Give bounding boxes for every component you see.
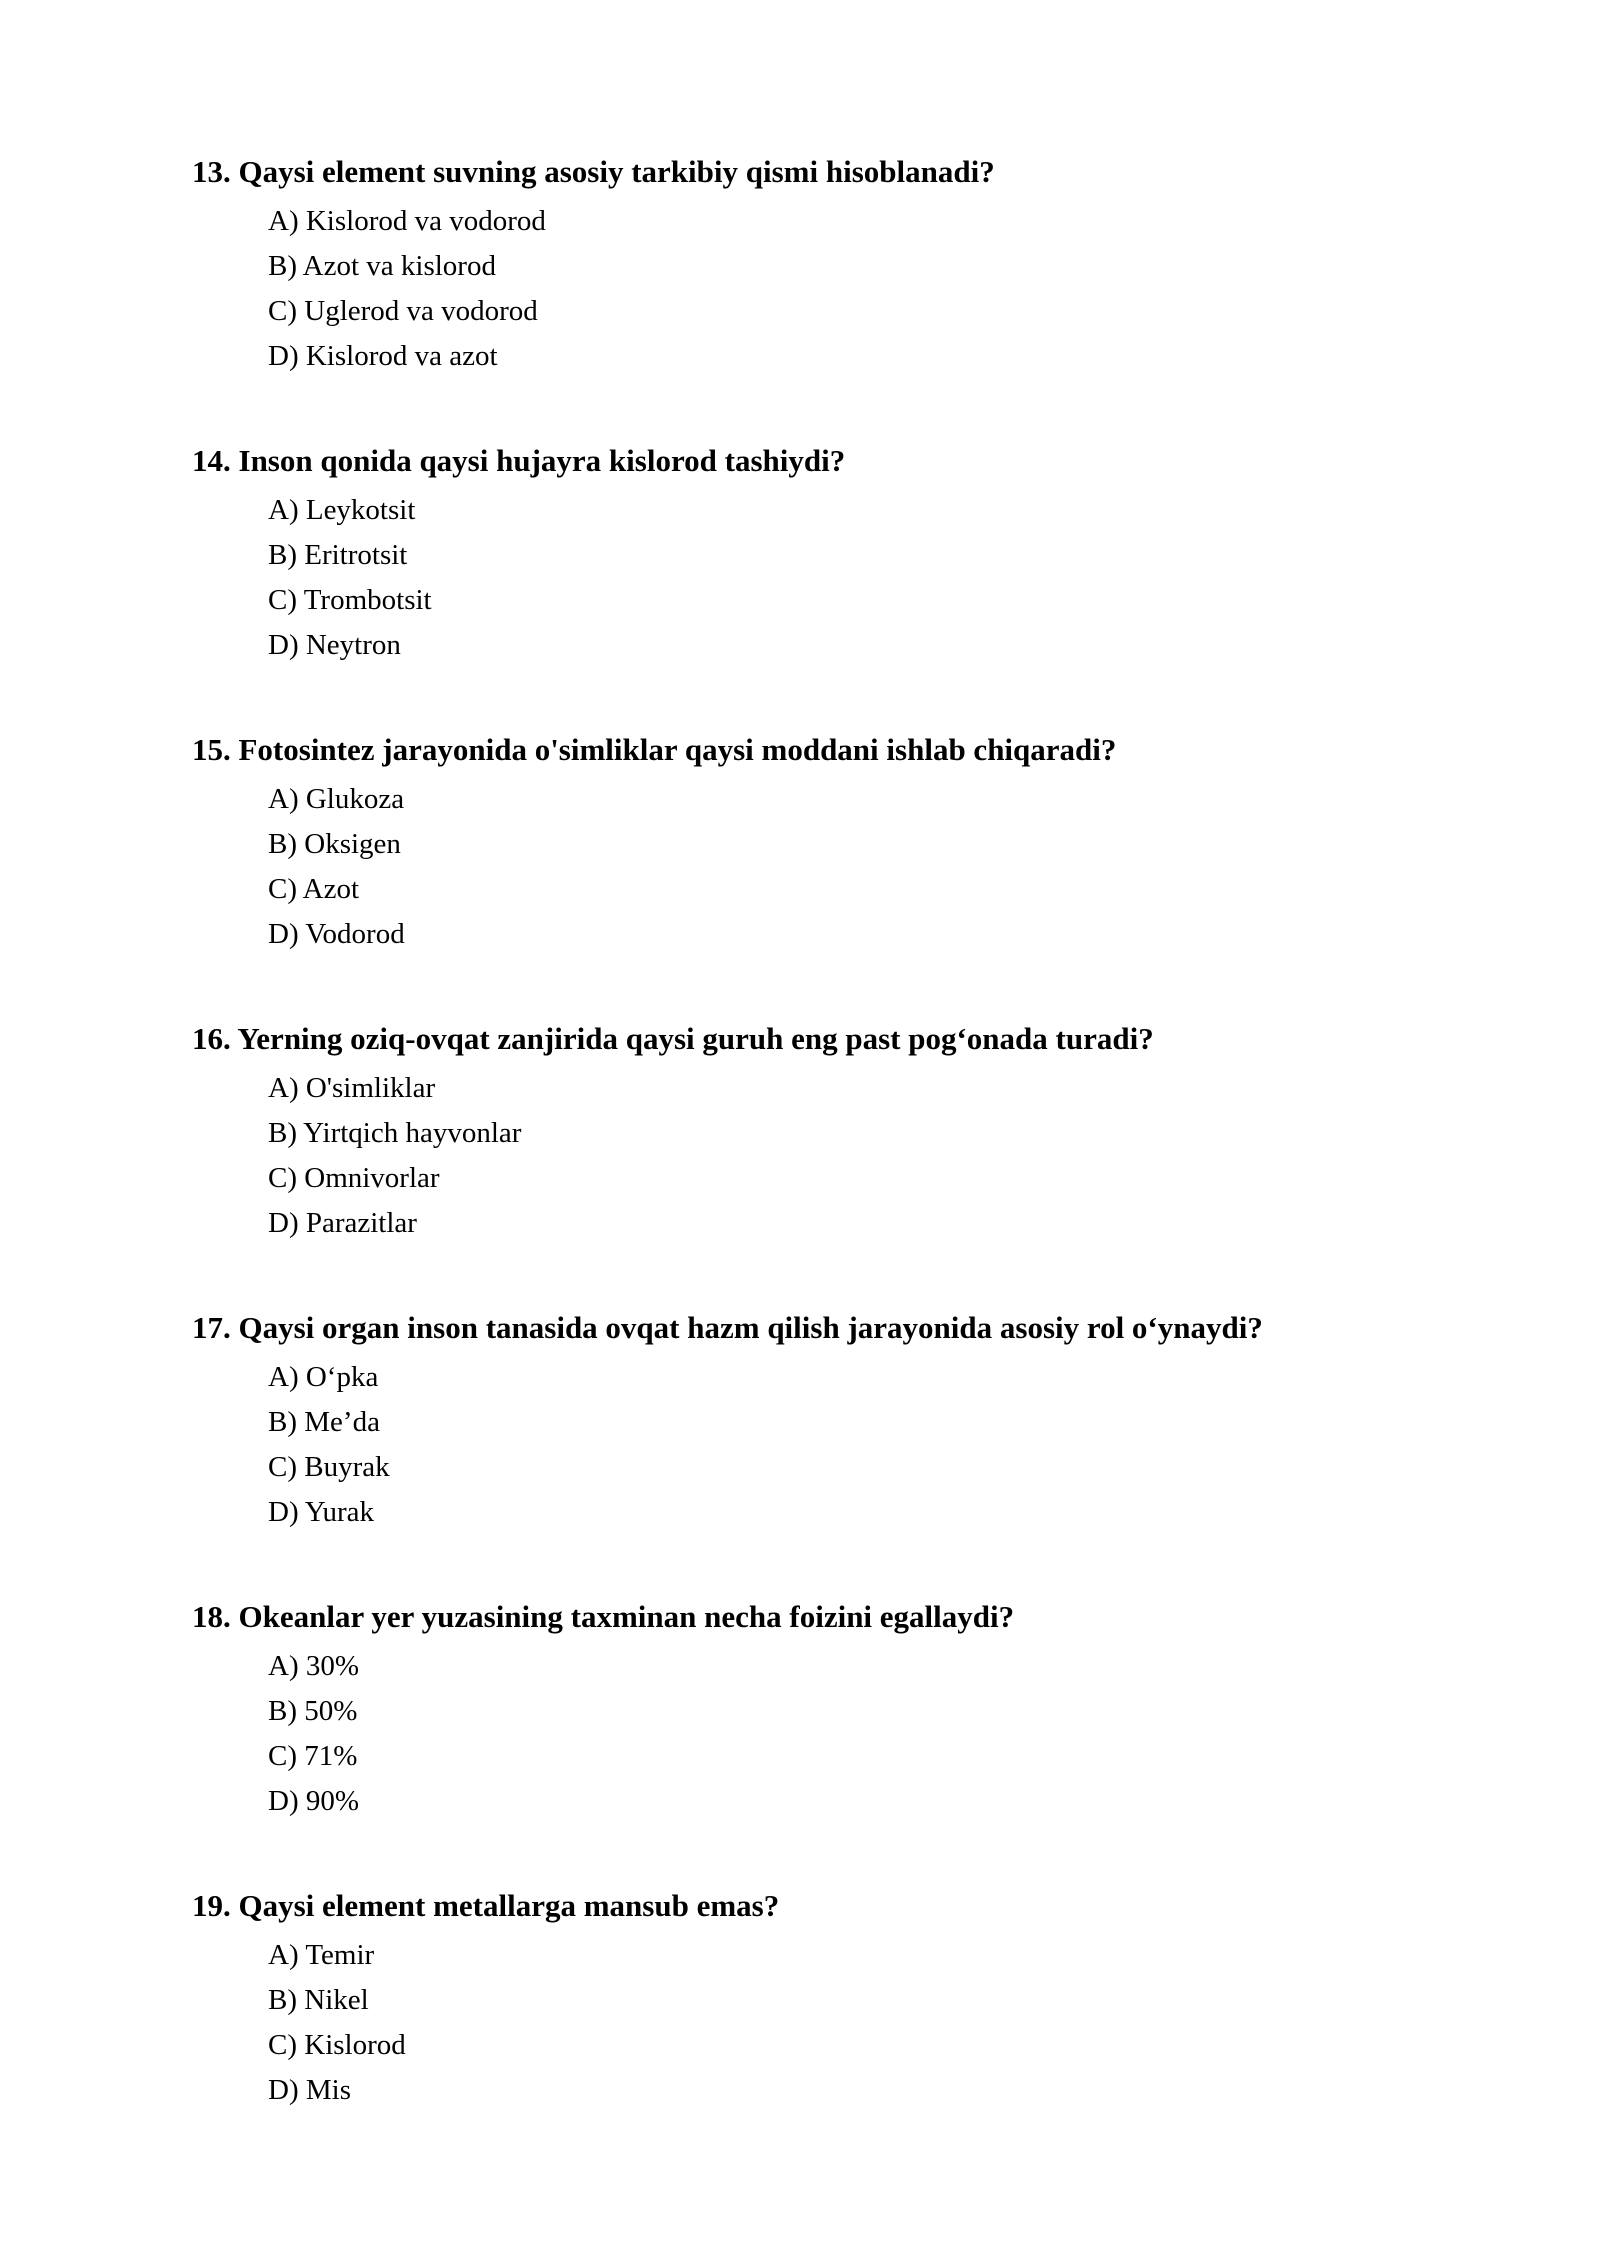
question-text: 18. Okeanlar yer yuzasining taxminan necha foizini egallaydi? (192, 1599, 1015, 1634)
option-d: D) Parazitlar (268, 1207, 417, 1239)
option-d: D) 90% (268, 1785, 360, 1817)
question-15 (192, 728, 1492, 957)
question-19 (192, 1884, 1492, 2113)
option-list (192, 199, 1492, 379)
option-d: D) Mis (268, 2074, 351, 2106)
option-c: C) Uglerod va vodorod (268, 295, 538, 327)
option-list (192, 1066, 1492, 1246)
question-text: 17. Qaysi organ inson tanasida ovqat hazm qilish jarayonida asosiy rol o‘ynaydi? (192, 1310, 1263, 1345)
option-b: B) Nikel (268, 1984, 369, 2016)
question-14 (192, 439, 1492, 668)
option-b: B) Eritrotsit (268, 539, 408, 571)
question-text: 14. Inson qonida qaysi hujayra kislorod tashiydi? (192, 443, 846, 478)
option-b: B) Me’da (268, 1406, 380, 1438)
option-d: D) Yurak (268, 1496, 375, 1528)
option-b: B) Yirtqich hayvonlar (268, 1117, 522, 1149)
question-13 (192, 150, 1492, 379)
question-18 (192, 1595, 1492, 1824)
option-d: D) Kislorod va azot (268, 340, 498, 372)
option-a: A) Leykotsit (268, 494, 416, 526)
option-a: A) Temir (268, 1939, 375, 1971)
option-c: C) Kislorod (268, 2029, 406, 2061)
option-b: B) Oksigen (268, 828, 401, 860)
question-text: 13. Qaysi element suvning asosiy tarkibiy qismi hisoblanadi? (192, 154, 995, 189)
option-a: A) Glukoza (268, 783, 405, 815)
question-text: 15. Fotosintez jarayonida o'simliklar qaysi moddani ishlab chiqaradi? (192, 732, 1117, 767)
option-a: A) Kislorod va vodorod (268, 205, 546, 237)
option-c: C) Azot (268, 873, 360, 905)
question-text: 19. Qaysi element metallarga mansub emas? (192, 1888, 780, 1923)
option-list (192, 1355, 1492, 1535)
option-list (192, 1644, 1492, 1824)
option-c: C) Omnivorlar (268, 1162, 440, 1194)
option-a: A) 30% (268, 1650, 360, 1682)
option-d: D) Vodorod (268, 918, 405, 950)
option-c: C) Trombotsit (268, 584, 432, 616)
option-list (192, 1933, 1492, 2113)
question-text: 16. Yerning oziq-ovqat zanjirida qaysi guruh eng past pog‘onada turadi? (192, 1021, 1154, 1056)
option-b: B) 50% (268, 1695, 358, 1727)
option-list (192, 777, 1492, 957)
option-a: A) O‘pka (268, 1361, 379, 1393)
option-c: C) Buyrak (268, 1451, 390, 1483)
option-list (192, 488, 1492, 668)
option-b: B) Azot va kislorod (268, 250, 496, 282)
option-d: D) Neytron (268, 629, 401, 661)
question-17 (192, 1306, 1492, 1535)
option-c: C) 71% (268, 1740, 358, 1772)
option-a: A) O'simliklar (268, 1072, 436, 1104)
question-16 (192, 1017, 1492, 1246)
